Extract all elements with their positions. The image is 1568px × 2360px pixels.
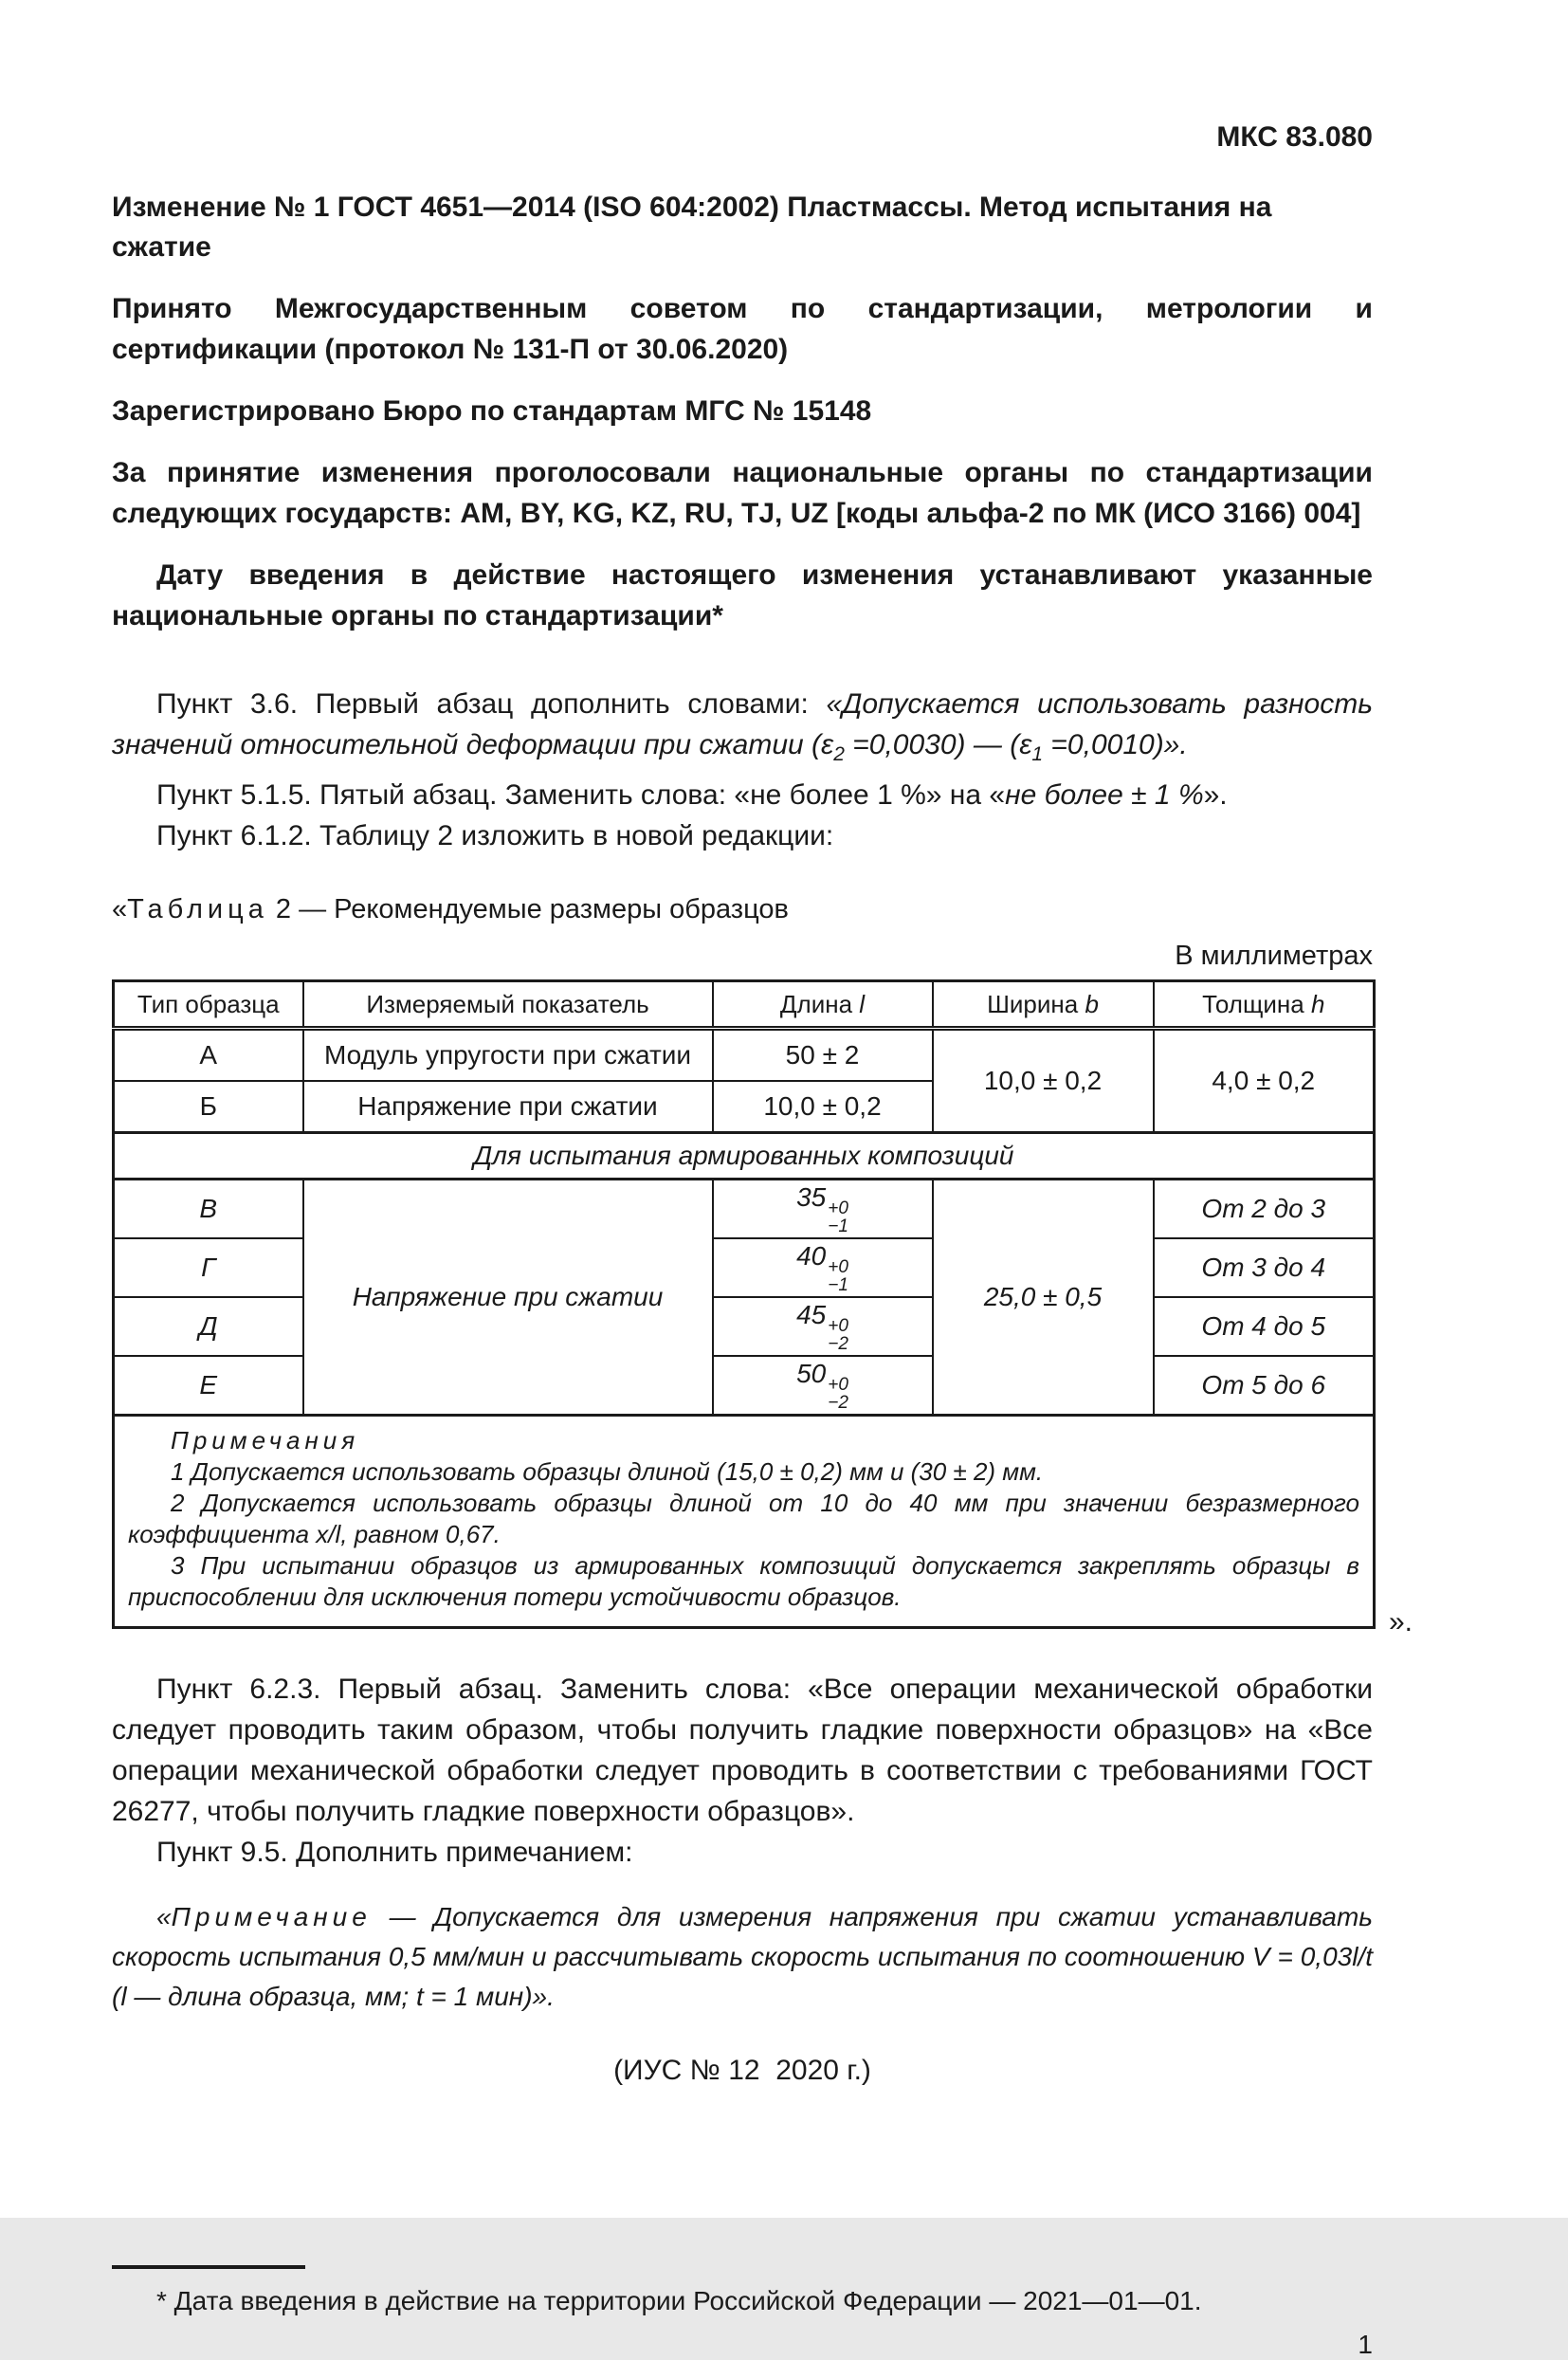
epsilon-subscript-2: 2 [833,743,845,765]
table-caption: «Таблица 2 — Рекомендуемые размеры образцов [112,894,789,924]
amendment-p3-6-lead: Пункт 3.6. Первый абзац дополнить словами: [156,688,827,720]
paragraph-effective-date: Дату введения в действие настоящего изменения устанавливают указанные национальные органы по стандартизации* [112,559,1373,631]
cell-length-a: 50 ± 2 [713,1029,933,1082]
document-title: Изменение № 1 ГОСТ 4651—2014 (ISO 604:2002) Пластмассы. Метод испытания на сжатие [112,192,1272,263]
col-header-indicator: Измеряемый показатель [303,981,713,1029]
cell-length-e: 50 +0 −2 [713,1356,933,1416]
cell-length-b: 10,0 ± 0,2 [713,1081,933,1133]
table-row-d [114,1297,1375,1356]
table-units-label: В миллиметрах [1175,941,1373,971]
amendment-p9-5-note: «Примечание — Допускается для измерения напряжения при сжатии устанавливать скорость испытания 0,5 мм/мин и рассчитывать скорость испытания по соотношению V = 0,03l/t (l — длина образца, мм; t = 1 мин)». [112,1902,1373,2011]
paragraph-voted: За принятие изменения проголосовали национальные органы по стандартизации следующих государств: AM, BY, KG, KZ, RU, TJ, UZ [коды альфа-2 по МК (ИСО 3166) 004] [112,457,1373,529]
cell-type-v: В [114,1180,303,1239]
table-note-2: 2 Допускается использовать образцы длиной от 10 до 40 мм при значении безразмерного коэффициента x/l, равном 0,67. [128,1489,1359,1548]
cell-thickness-d: От 4 до 5 [1154,1297,1375,1356]
notes-title: Примечания [171,1426,360,1454]
cell-length-d: 45 +0 −2 [713,1297,933,1356]
amendment-p6-1-2: Пункт 6.1.2. Таблицу 2 изложить в новой редакции: [156,820,834,851]
cell-thickness-v: От 2 до 3 [1154,1180,1375,1239]
closing-quote: ». [1388,1606,1413,1637]
ius-reference: (ИУС № 12 2020 г.) [613,2055,871,2086]
footnote-text: * Дата введения в действие на территории Российской Федерации — 2021—01—01. [156,2286,1202,2315]
table-row-e [114,1356,1375,1416]
table-row-v [114,1180,1375,1239]
table-caption-word: Таблица [127,894,268,924]
table-section-row [114,1133,1375,1180]
mks-code: МКС 83.080 [1216,121,1373,153]
section-title-reinforced: Для испытания армированных композиций [114,1133,1375,1180]
amendment-p3-6 [112,684,1373,775]
cell-thickness-e: От 5 до 6 [1154,1356,1375,1416]
table-note-3: 3 При испытании образцов из армированных композиций допускается закреплять образцы в приспособлении для исключения потери устойчивости образцов. [128,1551,1359,1611]
amendment-p6-2-3: Пункт 6.2.3. Первый абзац. Заменить слова: «Все операции механической обработки следует проводить таким образом, чтобы получить гладкие поверхности образцов» на «Все операции механической обработки следует проводить в соответствии с требованиями ГОСТ 26277, чтобы получить гладкие поверхности образцов». [112,1674,1373,1827]
cell-width-vgde: 25,0 ± 0,5 [933,1180,1154,1416]
amendment-p5-1-5: Пункт 5.1.5. Пятый абзац. Заменить слова: «не более 1 %» на «не более ± 1 %». [156,779,1228,811]
tolerance-stack: +0 −1 [828,1257,848,1295]
cell-thickness-ab: 4,0 ± 0,2 [1154,1029,1375,1133]
footnote-rule [112,2265,305,2269]
table-notes-cell [114,1416,1375,1628]
amendment-p9-5: Пункт 9.5. Дополнить примечанием: [156,1837,633,1868]
tolerance-stack: +0 −1 [828,1198,848,1236]
note95-word: Примечание [171,1902,372,1931]
col-header-width: Ширина b [933,981,1154,1029]
table-row-g [114,1238,1375,1297]
table-notes-row [114,1416,1375,1628]
footnote-block [112,2265,1373,2316]
amendment-p3-6-quote: «Допускается использовать разность значений относительной деформации при сжатии $(\varepsilon_2 =0,0030)$ — $(\varepsilon_1 =0,0010)$». [112,688,1373,765]
col-header-type: Тип образца [114,981,303,1029]
paragraph-adopted: Принято Межгосударственным советом по стандартизации, метрологии и сертификации (протокол № 131-П от 30.06.2020) [112,293,1373,365]
table-row-a [114,1029,1375,1082]
cell-type-d: Д [114,1297,303,1356]
col-header-length: Длина l [713,981,933,1029]
col-header-thickness: Толщина h [1154,981,1375,1029]
document-content [112,121,1413,2360]
cell-length-g: 40 +0 −1 [713,1238,933,1297]
tolerance-stack: +0 −2 [828,1375,848,1413]
table-2-wrapper [112,979,1413,1637]
cell-type-e: Е [114,1356,303,1416]
tolerance-stack: +0 −2 [828,1316,848,1354]
table-2 [112,979,1376,1629]
table-note-1: 1 Допускается использовать образцы длиной (15,0 ± 0,2) мм и (30 ± 2) мм. [171,1457,1044,1486]
cell-length-v: 35 +0 −1 [713,1180,933,1239]
cell-type-a: А [114,1029,303,1082]
epsilon-subscript-1: 1 [1031,743,1044,765]
paragraph-registered: Зарегистрировано Бюро по стандартам МГС № 15148 [112,395,872,427]
table-header-row [114,981,1375,1029]
cell-indicator-vgde: Напряжение при сжатии [303,1180,713,1416]
cell-width-ab: 10,0 ± 0,2 [933,1029,1154,1133]
cell-type-g: Г [114,1238,303,1297]
cell-type-b: Б [114,1081,303,1133]
page-number: 1 [1358,2330,1373,2359]
cell-indicator-b: Напряжение при сжатии [303,1081,713,1133]
cell-thickness-g: От 3 до 4 [1154,1238,1375,1297]
cell-indicator-a: Модуль упругости при сжатии [303,1029,713,1082]
